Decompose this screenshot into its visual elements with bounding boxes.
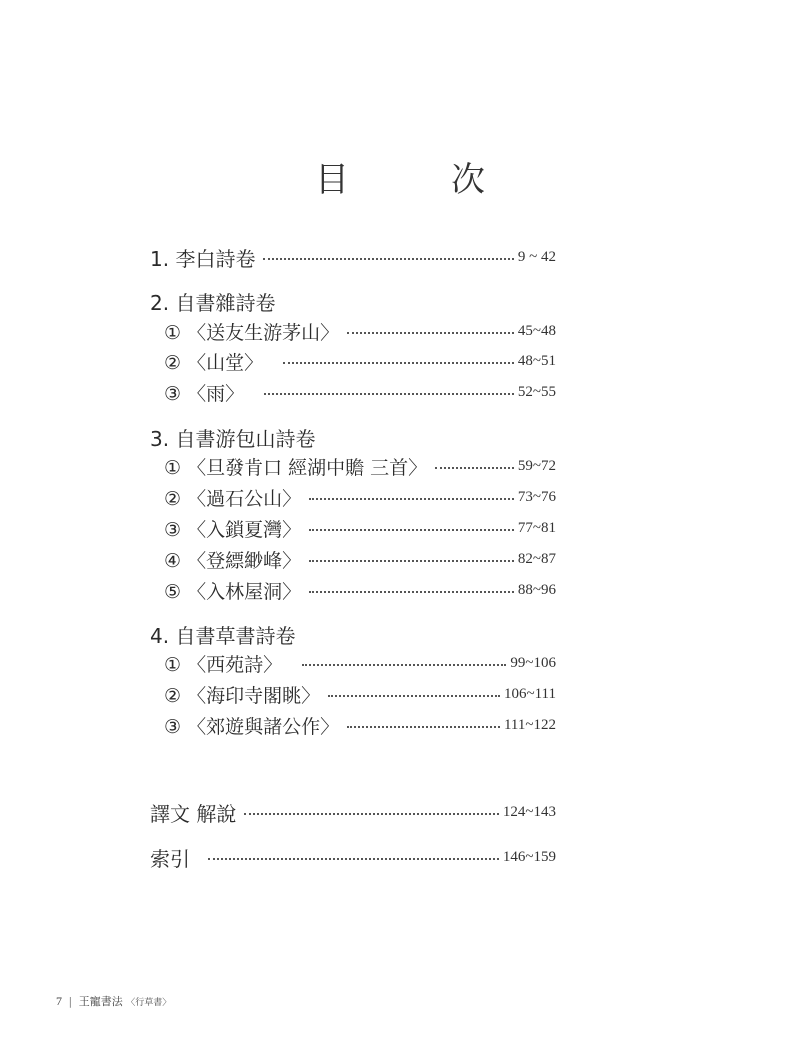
toc-entry-pages: 111~122 (503, 716, 556, 733)
toc-entry-pages: 124~143 (502, 803, 556, 820)
toc-entry-label: ④ 〈登縹緲峰〉 (164, 549, 302, 572)
toc-entry-label: ③ 〈雨〉 (164, 382, 245, 405)
toc-entry[interactable] (164, 544, 556, 574)
toc-entry-pages: 82~87 (517, 550, 556, 567)
toc-entry[interactable] (164, 482, 556, 512)
toc-entry-pages: 59~72 (517, 457, 556, 474)
toc-entry-index[interactable] (150, 842, 556, 872)
toc-entry[interactable] (164, 679, 556, 709)
toc-entry-pages: 73~76 (517, 488, 556, 505)
dot-leader (263, 258, 513, 260)
toc-entry-label: ③ 〈郊遊與諸公作〉 (164, 715, 340, 738)
toc-entry[interactable] (164, 346, 556, 376)
toc-entry[interactable] (164, 316, 556, 346)
toc-entry-translation[interactable] (150, 797, 556, 827)
toc-entry-label: 1. 李白詩卷 (150, 246, 256, 271)
page-footer (56, 993, 171, 1009)
toc-entry-label: ② 〈海印寺閣眺〉 (164, 684, 321, 707)
toc-entry-pages: 146~159 (502, 848, 556, 865)
toc-section-label: 3. 自書游包山詩卷 (150, 426, 316, 451)
toc-section-label: 4. 自書草書詩卷 (150, 623, 296, 648)
page-number: 7 (56, 994, 62, 1008)
dot-leader (283, 362, 514, 364)
toc-entry-pages: 99~106 (510, 654, 556, 671)
page-title: 目 次 (315, 160, 519, 200)
dot-leader (309, 529, 514, 531)
dot-leader (302, 664, 506, 666)
dot-leader (208, 858, 499, 860)
toc-entry[interactable] (164, 710, 556, 740)
toc-entry-pages: 88~96 (517, 581, 556, 598)
toc-section-heading-3 (150, 422, 556, 452)
dot-leader (309, 498, 514, 500)
toc-entry-label: ② 〈山堂〉 (164, 351, 264, 374)
toc-entry-label: ⑤ 〈入林屋洞〉 (164, 580, 302, 603)
toc-section-heading-2 (150, 286, 556, 316)
toc-entry-pages: 106~111 (503, 685, 556, 702)
dot-leader (244, 813, 499, 815)
toc-entry-label: 譯文 解說 (150, 801, 237, 826)
toc-entry-pages: 77~81 (517, 519, 556, 536)
toc-entry-label: 索引 (150, 846, 190, 871)
toc-entry-label: ① 〈西苑詩〉 (164, 653, 283, 676)
toc-entry-label: ① 〈送友生游茅山〉 (164, 321, 340, 344)
toc-entry-pages: 52~55 (517, 383, 556, 400)
book-subtitle: 〈行草書〉 (126, 998, 172, 1008)
toc-entry[interactable] (164, 648, 556, 678)
dot-leader (347, 726, 500, 728)
toc-entry[interactable] (164, 513, 556, 543)
dot-leader (264, 393, 514, 395)
dot-leader (347, 332, 514, 334)
toc-entry-pages: 48~51 (517, 352, 556, 369)
dot-leader (309, 560, 514, 562)
toc-entry-label: ① 〈旦發肯口 經湖中贍 三首〉 (164, 456, 428, 479)
toc-section-heading-4 (150, 619, 556, 649)
dot-leader (435, 467, 514, 469)
toc-entry-pages: 45~48 (517, 322, 556, 339)
footer-divider: | (68, 995, 73, 1008)
toc-section-label: 2. 自書雜詩卷 (150, 290, 276, 315)
toc-entry-section-1[interactable] (150, 242, 556, 272)
toc-entry-pages: 9 ~ 42 (517, 248, 556, 265)
dot-leader (309, 591, 514, 593)
toc-entry-label: ③ 〈入鎖夏灣〉 (164, 518, 302, 541)
toc-entry-label: ② 〈過石公山〉 (164, 487, 302, 510)
toc-entry[interactable] (164, 575, 556, 605)
toc-entry[interactable] (164, 451, 556, 481)
toc-entry[interactable] (164, 377, 556, 407)
dot-leader (328, 695, 500, 697)
book-title: 王寵書法 (78, 995, 123, 1008)
